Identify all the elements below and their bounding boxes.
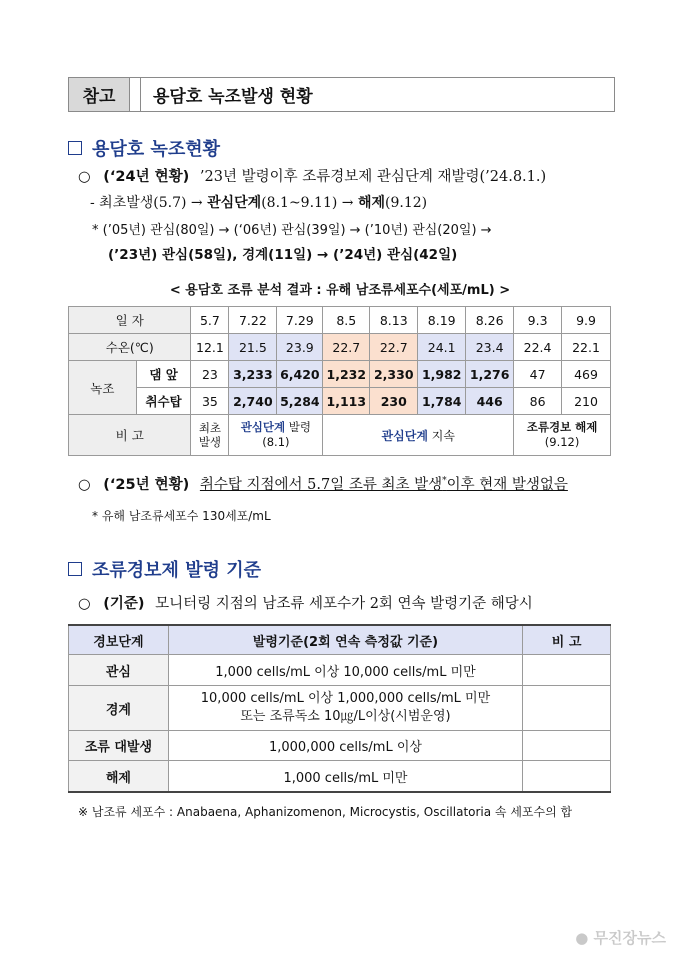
intake-row bbox=[69, 388, 611, 415]
criteria-bullet bbox=[78, 592, 533, 613]
remark-first: 최초 발생 bbox=[191, 415, 229, 456]
criteria-cell: 1,000 cells/mL 이상 10,000 cells/mL 미만 bbox=[168, 655, 522, 686]
temp-cell: 12.1 bbox=[191, 334, 229, 361]
reference-tag: 참고 bbox=[69, 78, 130, 111]
date-cell: 8.5 bbox=[323, 307, 370, 334]
bullet-2024-head: (‘24년 현황) bbox=[103, 169, 190, 185]
intake-cell: 1,113 bbox=[323, 388, 370, 415]
section2-title: 조류경보제 발령 기준 bbox=[68, 556, 261, 582]
checkbox-icon bbox=[68, 141, 82, 155]
history-line1: * (’05년) 관심(80일) → (‘06년) 관심(39일) → (’10년) 관심(20일) → bbox=[92, 223, 492, 238]
bullet-2025-head: (‘25년 현황) bbox=[103, 477, 190, 493]
temp-cell: 23.4 bbox=[466, 334, 514, 361]
dam-cell: 2,330 bbox=[370, 361, 418, 388]
criteria-row bbox=[69, 761, 611, 793]
sub-line-pre: - 최초발생(5.7) → bbox=[90, 195, 208, 211]
stage-cell: 관심 bbox=[69, 655, 169, 686]
temp-cell: 24.1 bbox=[418, 334, 466, 361]
dam-row bbox=[69, 361, 611, 388]
circle-bullet-icon: ○ bbox=[78, 596, 91, 612]
date-cell: 7.22 bbox=[229, 307, 277, 334]
history-line2: (’23년) 관심(58일), 경계(11일) → (’24년) 관심(42일) bbox=[108, 247, 458, 263]
sub-line-post: (9.12) bbox=[385, 195, 428, 211]
temp-cell: 21.5 bbox=[229, 334, 277, 361]
dam-cell: 23 bbox=[191, 361, 229, 388]
dam-cell: 6,420 bbox=[277, 361, 323, 388]
remark-continue-rest: 지속 bbox=[427, 428, 455, 443]
remark-issue bbox=[229, 415, 323, 456]
dam-header: 댐 앞 bbox=[136, 361, 191, 388]
col-criteria-header: 발령기준(2회 연속 측정값 기준) bbox=[168, 625, 522, 655]
stage-cell: 조류 대발생 bbox=[69, 731, 169, 761]
intake-header: 취수탑 bbox=[136, 388, 191, 415]
temp-cell: 23.9 bbox=[277, 334, 323, 361]
circle-bullet-icon: ○ bbox=[78, 477, 91, 493]
remark-cell bbox=[523, 761, 611, 793]
checkbox-icon bbox=[68, 562, 82, 576]
criteria-cell: 1,000 cells/mL 미만 bbox=[168, 761, 522, 793]
criteria-line: 10,000 cells/mL 이상 1,000,000 cells/mL 미만 bbox=[200, 691, 491, 706]
date-cell: 7.29 bbox=[277, 307, 323, 334]
watermark-icon: ● bbox=[575, 929, 589, 947]
remark-release-date: (9.12) bbox=[544, 435, 580, 449]
date-header: 일 자 bbox=[69, 307, 191, 334]
intake-cell: 210 bbox=[562, 388, 611, 415]
intake-cell: 5,284 bbox=[277, 388, 323, 415]
date-cell: 8.19 bbox=[418, 307, 466, 334]
dam-cell: 1,232 bbox=[323, 361, 370, 388]
temp-cell: 22.7 bbox=[323, 334, 370, 361]
dam-cell: 1,276 bbox=[466, 361, 514, 388]
algae-analysis-table bbox=[68, 306, 611, 456]
remark-cell bbox=[523, 731, 611, 761]
sub-line-mid: (8.1~9.11) → bbox=[261, 195, 358, 211]
header-title: 용담호 녹조발생 현황 bbox=[153, 87, 313, 107]
criteria-row bbox=[69, 655, 611, 686]
bullet-2024 bbox=[78, 165, 546, 186]
temp-row bbox=[69, 334, 611, 361]
criteria-header-row bbox=[69, 625, 611, 655]
remark-issue-bold: 관심단계 bbox=[240, 420, 286, 434]
sub-line bbox=[90, 192, 427, 212]
bullet-2025-text bbox=[200, 477, 568, 493]
criteria-row bbox=[69, 731, 611, 761]
header-divider bbox=[130, 78, 141, 111]
criteria-row bbox=[69, 686, 611, 731]
col-stage-header: 경보단계 bbox=[69, 625, 169, 655]
criteria-bullet-text: 모니터링 지점의 남조류 세포수가 2회 연속 발령기준 해당시 bbox=[155, 596, 533, 612]
intake-cell: 2,740 bbox=[229, 388, 277, 415]
intake-cell: 230 bbox=[370, 388, 418, 415]
sub-line-bold2: 해제 bbox=[357, 195, 386, 211]
remark-cell bbox=[523, 655, 611, 686]
remark-issue-date: (8.1) bbox=[262, 435, 290, 449]
section1-title: 용담호 녹조현황 bbox=[68, 135, 220, 161]
remark-header: 비 고 bbox=[69, 415, 191, 456]
criteria-bullet-head: (기준) bbox=[103, 596, 145, 612]
remark-cell bbox=[523, 686, 611, 731]
date-cell: 5.7 bbox=[191, 307, 229, 334]
dam-cell: 469 bbox=[562, 361, 611, 388]
algae-header: 녹조 bbox=[69, 361, 137, 415]
temp-header: 수온(℃) bbox=[69, 334, 191, 361]
date-cell: 9.9 bbox=[562, 307, 611, 334]
intake-cell: 446 bbox=[466, 388, 514, 415]
sub-line-bold1: 관심단계 bbox=[207, 195, 262, 211]
remark-continue bbox=[323, 415, 514, 456]
bullet-2025 bbox=[78, 473, 568, 494]
stage-cell: 경계 bbox=[69, 686, 169, 731]
temp-cell: 22.4 bbox=[514, 334, 562, 361]
bullet-2024-text: ’23년 발령이후 조류경보제 관심단계 재발령(’24.8.1.) bbox=[199, 169, 547, 185]
date-cell: 9.3 bbox=[514, 307, 562, 334]
dam-cell: 1,982 bbox=[418, 361, 466, 388]
criteria-cell: 1,000,000 cells/mL 이상 bbox=[168, 731, 522, 761]
alert-criteria-table bbox=[68, 624, 611, 793]
temp-cell: 22.7 bbox=[370, 334, 418, 361]
bullet-2025-text-pre: 취수탑 지점에서 5.7일 조류 최초 발생 bbox=[199, 477, 443, 493]
watermark-logo: ● 무진장뉴스 bbox=[575, 929, 666, 947]
reference-header bbox=[68, 77, 615, 112]
remark-issue-rest: 발령 bbox=[285, 420, 312, 434]
remark-release bbox=[514, 415, 611, 456]
bullet-2025-text-post: 이후 현재 발생없음 bbox=[446, 477, 568, 493]
date-cell: 8.26 bbox=[466, 307, 514, 334]
intake-cell: 86 bbox=[514, 388, 562, 415]
remark-row bbox=[69, 415, 611, 456]
bullet-2025-note: * 유해 남조류세포수 130세포/mL bbox=[92, 509, 271, 523]
date-cell: 8.13 bbox=[370, 307, 418, 334]
stage-cell: 해제 bbox=[69, 761, 169, 793]
dam-cell: 47 bbox=[514, 361, 562, 388]
criteria-line: 또는 조류독소 10㎍/L이상(시범운영) bbox=[240, 709, 451, 724]
remark-continue-bold: 관심단계 bbox=[381, 428, 428, 443]
temp-cell: 22.1 bbox=[562, 334, 611, 361]
circle-bullet-icon: ○ bbox=[78, 169, 91, 185]
table1-caption: < 용담호 조류 분석 결과 : 유해 남조류세포수(세포/mL) > bbox=[169, 283, 511, 298]
criteria-cell bbox=[168, 686, 522, 731]
intake-cell: 1,784 bbox=[418, 388, 466, 415]
remark-release-label: 조류경보 해제 bbox=[526, 420, 598, 434]
footnote: ※ 남조류 세포수 : Anabaena, Aphanizomenon, Microcystis, Oscillatoria 속 세포수의 합 bbox=[78, 805, 573, 819]
footnote-mark: * bbox=[442, 476, 447, 487]
col-remark-header: 비 고 bbox=[523, 625, 611, 655]
intake-cell: 35 bbox=[191, 388, 229, 415]
dam-cell: 3,233 bbox=[229, 361, 277, 388]
date-row bbox=[69, 307, 611, 334]
